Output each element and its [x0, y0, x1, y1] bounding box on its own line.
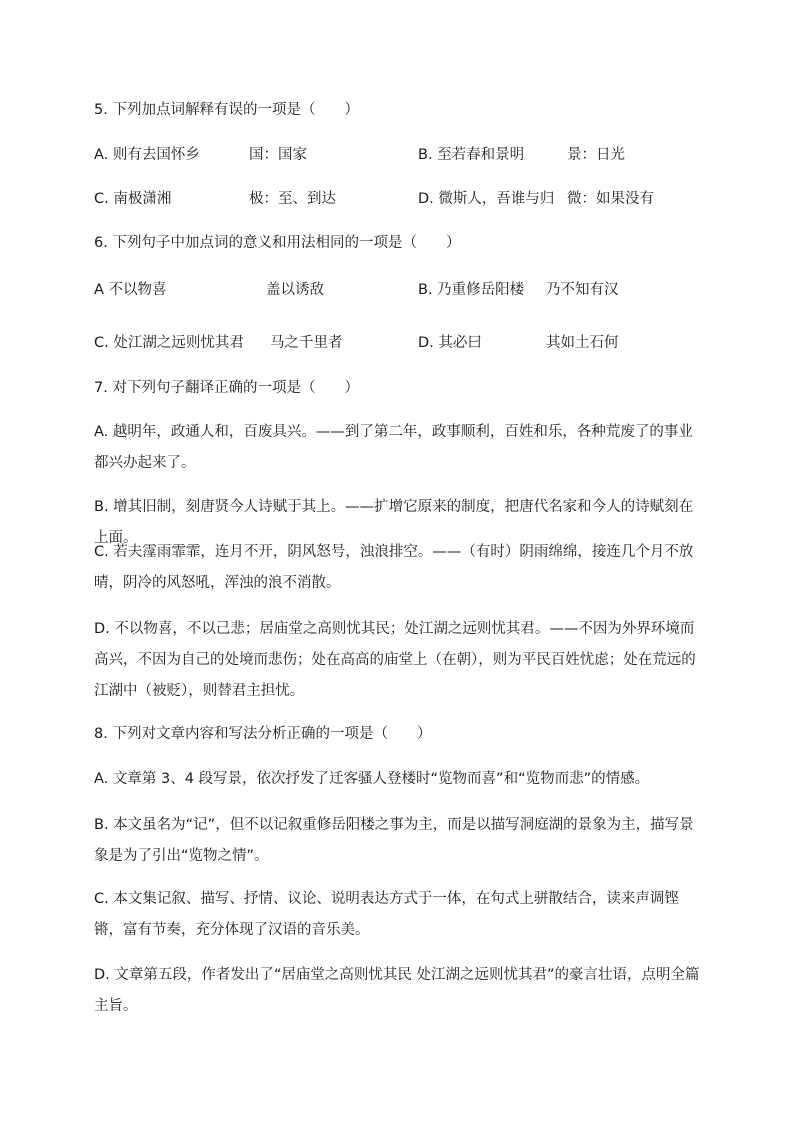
question-8-stem: 8. 下列对文章内容和写法分析正确的一项是（ ）	[94, 726, 432, 742]
q6-option-a: A 不以物喜	[94, 282, 167, 298]
q7-option-d: D. 不以物喜，不以己悲；居庙堂之高则忧其民；处江湖之远则忧其君。——不因为外界环境而高兴，不因为自己的处境而悲伤；处在高高的庙堂上（在朝），则为平民百姓忧虑；处在荒远的江湖中（被贬），则替君主担忧。	[94, 621, 696, 699]
q5-option-b: B. 至若春和景明	[418, 147, 525, 163]
q6-option-c-explanation: 马之千里者	[270, 335, 343, 351]
q6-option-a-explanation: 盖以诱敌	[266, 282, 324, 298]
q8-option-d: D. 文章第五段，作者发出了“居庙堂之高则忧其民 处江湖之远则忧其君”的豪言壮语，点明全篇主旨。	[94, 967, 700, 1014]
q5-option-c: C. 南极潇湘	[94, 191, 172, 207]
q5-option-a: A. 则有去国怀乡	[94, 147, 200, 163]
q6-option-b: B. 乃重修岳阳楼	[418, 282, 525, 298]
question-5-stem: 5. 下列加点词解释有误的一项是（ ）	[94, 102, 359, 118]
q5-option-b-explanation: 景：日光	[567, 147, 625, 163]
q5-option-a-explanation: 国：国家	[249, 147, 307, 163]
q5-option-d-explanation: 微：如果没有	[567, 191, 654, 207]
q6-option-c: C. 处江湖之远则忧其君	[94, 335, 244, 351]
question-7-stem: 7. 对下列句子翻译正确的一项是（ ）	[94, 380, 359, 396]
q6-option-b-explanation: 乃不知有汉	[546, 282, 619, 298]
q5-option-d: D. 微斯人，吾谁与归	[418, 191, 555, 207]
q5-option-c-explanation: 极：至、到达	[249, 191, 336, 207]
q7-option-c: C. 若夫霪雨霏霏，连月不开，阴风怒号，浊浪排空。——（有时）阴雨绵绵，接连几个月不放晴，阴冷的风怒吼，浑浊的浪不消散。	[94, 544, 694, 591]
q8-option-b: B. 本文虽名为“记”，但不以记叙重修岳阳楼之事为主，而是以描写洞庭湖的景象为主，描写景象是为了引出“览物之情”。	[94, 817, 694, 864]
q8-option-c: C. 本文集记叙、描写、抒情、议论、说明表达方式于一体，在句式上骈散结合，读来声调铿锵，富有节奏，充分体现了汉语的音乐美。	[94, 891, 679, 938]
q6-option-d: D. 其必曰	[418, 335, 482, 351]
q6-option-d-explanation: 其如土石何	[546, 335, 619, 351]
q8-option-a: A. 文章第 3、4 段写景，依次抒发了迁客骚人登楼时“览物而喜”和“览物而悲”的情感。	[94, 771, 650, 787]
q7-option-b: B. 增其旧制，刻唐贤今人诗赋于其上。——扩增它原来的制度，把唐代名家和今人的诗赋刻在上面。	[94, 499, 694, 546]
question-6-stem: 6. 下列句子中加点词的意义和用法相同的一项是（ ）	[94, 235, 461, 251]
q7-option-a: A. 越明年，政通人和，百废具兴。——到了第二年，政事顺利，百姓和乐，各种荒废了的事业都兴办起来了。	[94, 424, 693, 471]
